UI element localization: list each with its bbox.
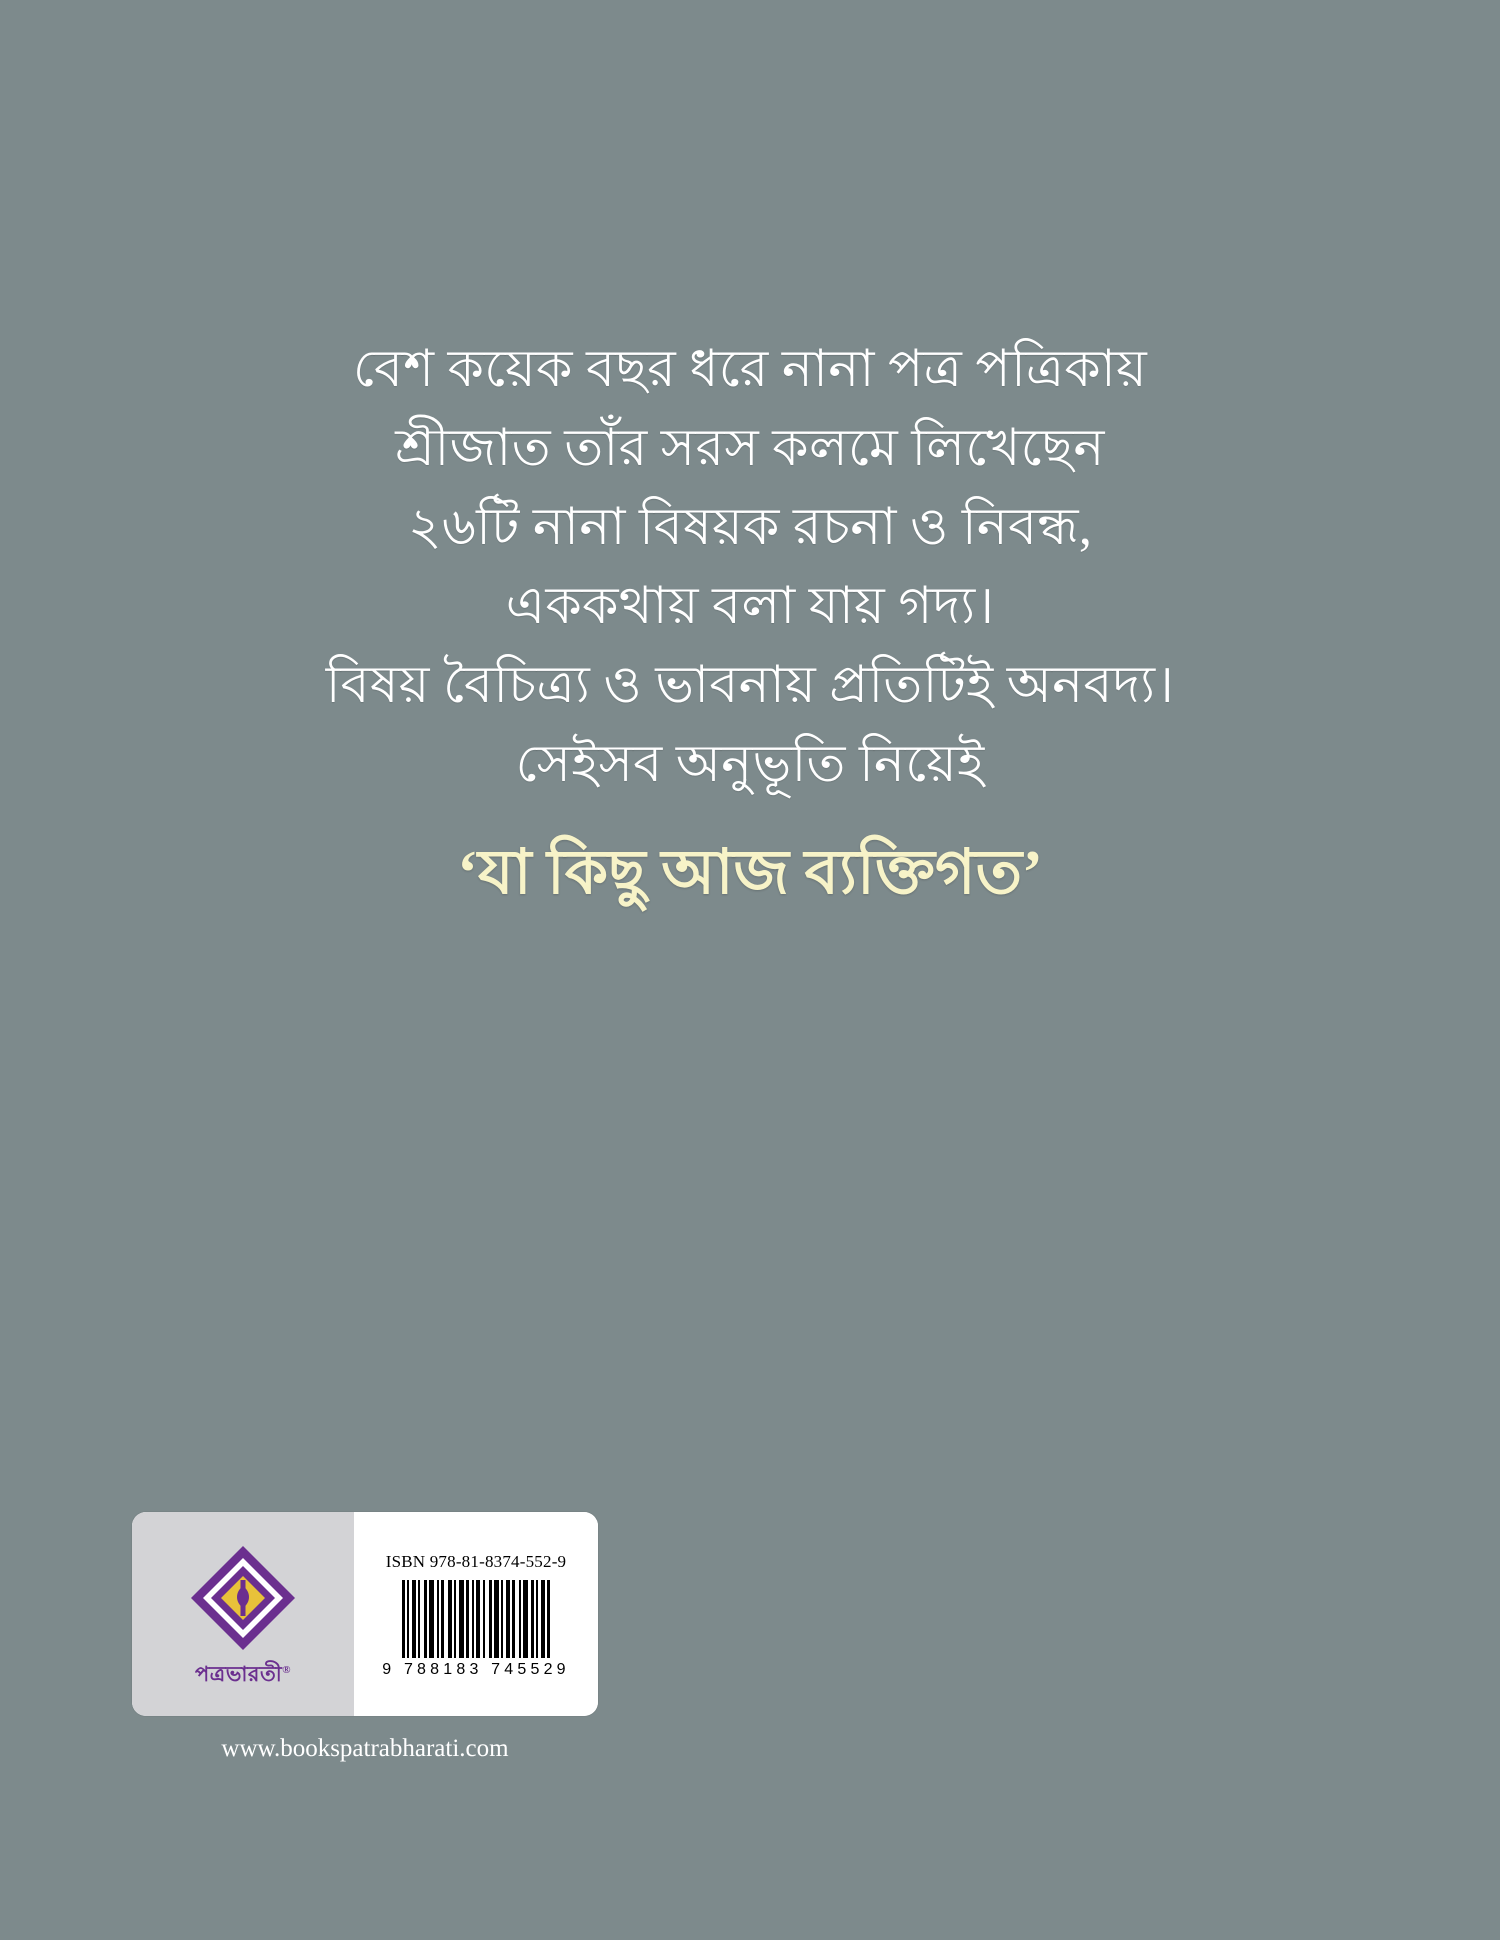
blurb-line: বেশ কয়েক বছর ধরে নানা পত্র পত্রিকায় (352, 341, 1148, 398)
ean13-barcode-icon (402, 1580, 550, 1658)
blurb-line: বিষয় বৈচিত্র্য ও ভাবনায় প্রতিটিই অনবদ্য। (325, 657, 1175, 715)
barcode-pane (354, 1512, 598, 1716)
publisher-website[interactable]: www.bookspatrabharati.com (221, 1735, 509, 1762)
blurb-line: ২৬টি নানা বিষয়ক রচনা ও নিবন্ধ, (407, 499, 1093, 557)
blurb-line: শ্রীজাত তাঁর সরস কলমে লিখেছেন (395, 420, 1105, 478)
registered-mark: ® (282, 1663, 291, 1676)
isbn-barcode-panel (132, 1512, 598, 1716)
patra-bharati-diamond-logo-icon (187, 1542, 299, 1654)
isbn-label: ISBN 978-81-8374-552-9 (385, 1551, 567, 1571)
publisher-name (195, 1658, 291, 1693)
blurb-line: এককথায় বলা যায় গদ্য। (505, 578, 995, 636)
blurb-line: সেইসব অনুভূতি নিয়েই (515, 736, 985, 794)
publisher-pane (132, 1512, 354, 1716)
blurb-text-block (0, 330, 1500, 917)
book-title: ‘যা কিছু আজ ব্যক্তিগত’ (457, 839, 1043, 908)
publisher-name-text: পত্রভারতী (195, 1661, 283, 1686)
barcode-digits: 9 788183 745529 (382, 1660, 570, 1678)
